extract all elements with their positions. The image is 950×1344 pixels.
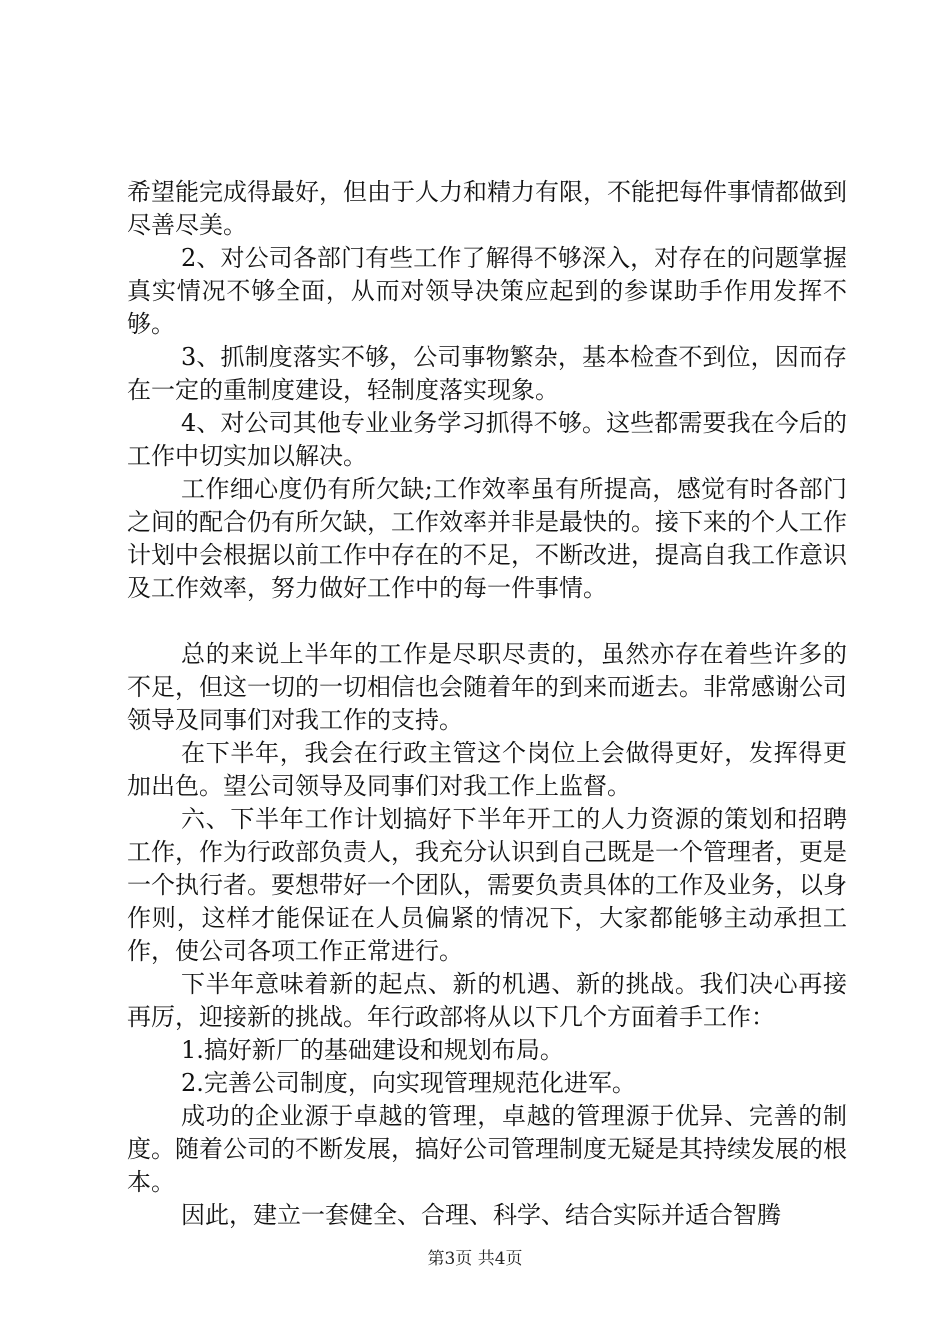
paragraph-second-half: 在下半年，我会在行政主管这个岗位上会做得更好，发挥得更加出色。望公司领导及同事们对我工作上监督。 (127, 739, 847, 800)
paragraph-section-six: 六、下半年工作计划搞好下半年开工的人力资源的策划和招聘工作，作为行政部负责人，我充分认识到自己既是一个管理者，更是一个执行者。要想带好一个团队，需要负责具体的工作及业务，以身作则，这样才能保证在人员偏紧的情况下，大家都能够主动承担工作，使公司各项工作正常进行。 (127, 805, 847, 965)
paragraph-item-3: 3、抓制度落实不够，公司事物繁杂，基本检查不到位，因而存在一定的重制度建设，轻制度落实现象。 (127, 343, 847, 404)
paragraph-management: 成功的企业源于卓越的管理，卓越的管理源于优异、完善的制度。随着公司的不断发展，搞好公司管理制度无疑是其持续发展的根本。 (127, 1102, 847, 1196)
paragraph-item-2: 2、对公司各部门有些工作了解得不够深入，对存在的问题掌握真实情况不够全面，从而对领导决策应起到的参谋助手作用发挥不够。 (127, 244, 847, 338)
page-number-label: 第3页 共4页 (427, 1249, 523, 1269)
paragraph-new-start: 下半年意味着新的起点、新的机遇、新的挑战。我们决心再接再厉，迎接新的挑战。年行政部将从以下几个方面着手工作： (127, 970, 847, 1031)
list-item-2: 2.完善公司制度，向实现管理规范化进军。 (181, 1069, 636, 1097)
paragraph-continuation: 希望能完成得最好，但由于人力和精力有限，不能把每件事情都做到尽善尽美。 (127, 178, 847, 239)
paragraph-therefore: 因此，建立一套健全、合理、科学、结合实际并适合智腾 (181, 1201, 781, 1229)
paragraph-item-4: 4、对公司其他专业业务学习抓得不够。这些都需要我在今后的工作中切实加以解决。 (127, 409, 847, 470)
document-body (127, 176, 847, 1232)
paragraph-work-detail: 工作细心度仍有所欠缺;工作效率虽有所提高，感觉有时各部门之间的配合仍有所欠缺，工作效率并非是最快的。接下来的个人工作计划中会根据以前工作中存在的不足，不断改进，提高自我工作意识及工作效率，努力做好工作中的每一件事情。 (127, 475, 847, 602)
list-item-1: 1.搞好新厂的基础建设和规划布局。 (181, 1036, 564, 1064)
paragraph-summary: 总的来说上半年的工作是尽职尽责的，虽然亦存在着些许多的不足，但这一切的一切相信也会随着年的到来而逝去。非常感谢公司领导及同事们对我工作的支持。 (127, 640, 847, 734)
page-footer (0, 1244, 950, 1269)
